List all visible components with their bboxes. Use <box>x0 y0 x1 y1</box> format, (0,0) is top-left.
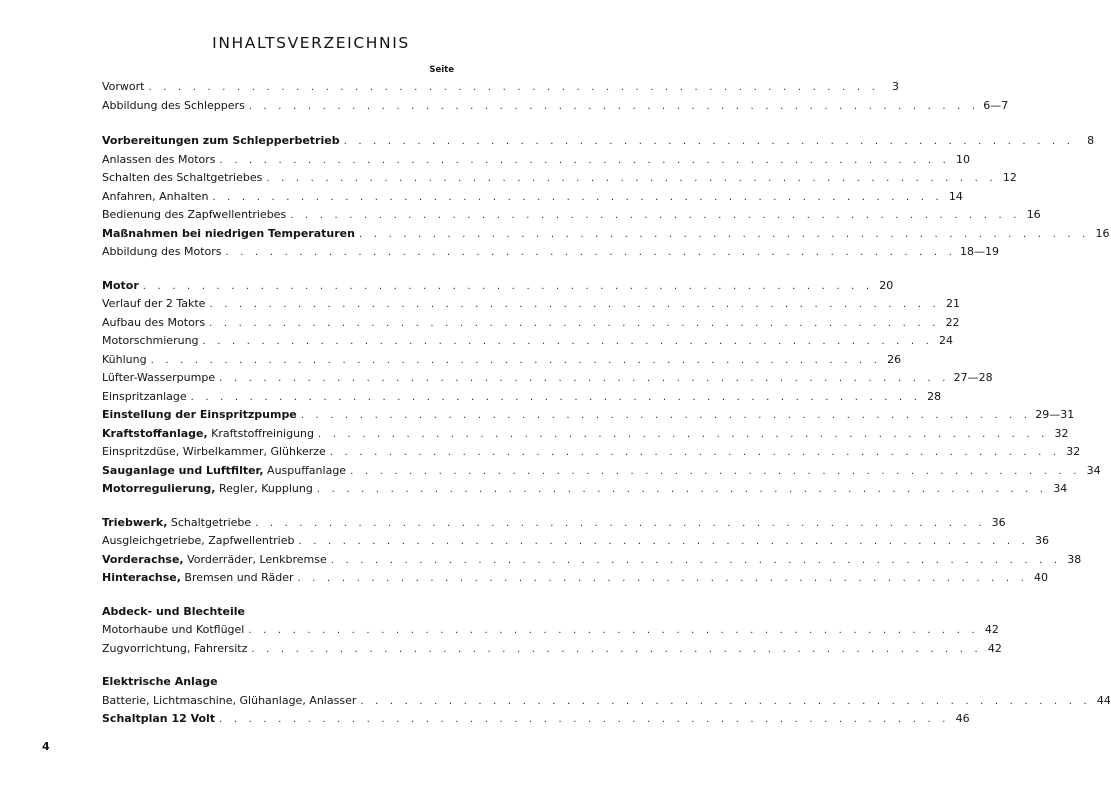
toc-entry <box>102 425 1069 444</box>
toc-entry-page: 26 <box>887 352 902 366</box>
toc-entry-bold-text: Triebwerk, <box>102 515 168 529</box>
toc-entry <box>102 332 954 351</box>
dot-leader: . . . . . . . . . . . . . . . . . . . . . . . . . . . . . . . . . . . . . . . . . . . . . . . . . . <box>190 391 922 403</box>
toc-entry-title <box>102 532 294 551</box>
toc-entry-title <box>102 78 145 97</box>
toc-entry-page: 20 <box>879 278 894 292</box>
toc-entry <box>102 225 1110 244</box>
dot-leader: . . . . . . . . . . . . . . . . . . . . . . . . . . . . . . . . . . . . . . . . . . . . . . . . . . <box>330 554 1062 566</box>
toc-entry-title <box>102 514 251 533</box>
toc-entry-title <box>102 97 245 116</box>
toc-entry <box>102 532 1049 551</box>
toc-entry <box>102 480 1068 499</box>
toc-entry-page: 42 <box>984 623 999 636</box>
toc-entry-page: 14 <box>948 189 963 203</box>
toc-entry <box>102 692 1111 711</box>
dot-leader: . . . . . . . . . . . . . . . . . . . . . . . . . . . . . . . . . . . . . . . . . . . . . . . . . . <box>209 317 940 329</box>
toc-entry-bold-text: Motorregulierung, <box>102 482 216 495</box>
toc-entry-title <box>102 480 313 499</box>
toc-entry-title <box>102 640 247 659</box>
toc-entry-page: 32 <box>1054 426 1069 440</box>
toc-entry-title <box>102 551 327 570</box>
dot-leader: . . . . . . . . . . . . . . . . . . . . . . . . . . . . . . . . . . . . . . . . . . . . . . . . . . <box>219 373 950 384</box>
toc-entry-title <box>102 710 215 729</box>
toc-entry-title <box>102 351 147 370</box>
toc-entry-bold-text: Kraftstoffanlage, <box>102 426 208 440</box>
toc-entry-page: 34 <box>1086 463 1101 477</box>
toc-entry-page: 42 <box>987 641 1002 655</box>
toc-entry-page: 32 <box>1066 445 1081 458</box>
toc-entry-bold-text: Hinterachse, <box>102 571 181 584</box>
toc-entry-title <box>102 621 244 640</box>
toc-entry <box>102 314 960 333</box>
toc-entry <box>102 188 963 207</box>
toc-entry-bold-text: Einstellung der Einspritzpumpe <box>102 408 297 421</box>
toc-entry <box>102 243 1000 262</box>
dot-leader: . . . . . . . . . . . . . . . . . . . . . . . . . . . . . . . . . . . . . . . . . . . . . . . . . . <box>300 410 1032 421</box>
toc-entry <box>102 206 1041 225</box>
toc-entry <box>102 443 1081 462</box>
toc-entry-page: 29—31 <box>1035 408 1075 421</box>
toc-entry-title <box>102 569 294 588</box>
toc-entry <box>102 551 1082 570</box>
toc-entry <box>102 710 970 729</box>
toc-entry-title <box>102 462 346 481</box>
toc-section <box>102 514 1082 588</box>
toc-entry-title <box>102 692 356 711</box>
toc-entry-title <box>102 277 139 296</box>
page-title: INHALTSVERZEICHNIS <box>212 34 410 52</box>
toc-entry <box>102 388 942 407</box>
table-of-contents <box>102 78 1111 744</box>
toc-entry-text: Bremsen und Räder <box>180 571 294 584</box>
dot-leader: . . . . . . . . . . . . . . . . . . . . . . . . . . . . . . . . . . . . . . . . . . . . . . . . . . <box>248 100 980 112</box>
dot-leader: . . . . . . . . . . . . . . . . . . . . . . . . . . . . . . . . . . . . . . . . . . . . . . . . . . <box>343 136 1075 147</box>
toc-entry <box>102 369 993 388</box>
dot-leader: . . . . . . . . . . . . . . . . . . . . . . . . . . . . . . . . . . . . . . . . . . . . . . . . . . <box>358 228 1090 240</box>
toc-entry <box>102 132 1095 151</box>
toc-entry <box>102 295 960 314</box>
toc-entry-page: 6—7 <box>983 98 1009 112</box>
toc-entry-page: 8 <box>1087 134 1095 147</box>
toc-entry-text: Kraftstoffreinigung <box>207 426 315 440</box>
toc-entry-page: 12 <box>1002 171 1017 184</box>
toc-entry <box>102 78 899 97</box>
toc-entry-bold-text: Maßnahmen bei niedrigen Temperaturen <box>102 226 355 240</box>
dot-leader: . . . . . . . . . . . . . . . . . . . . . . . . . . . . . . . . . . . . . . . . . . . . . . . . . . <box>290 210 1021 221</box>
dot-leader: . . . . . . . . . . . . . . . . . . . . . . . . . . . . . . . . . . . . . . . . . . . . . . . . . . <box>212 191 943 203</box>
toc-entry-title <box>102 169 262 188</box>
toc-entry <box>102 169 1017 188</box>
toc-entry-title <box>102 151 216 170</box>
toc-entry-page: 21 <box>945 297 960 310</box>
dot-leader: . . . . . . . . . . . . . . . . . . . . . . . . . . . . . . . . . . . . . . . . . . . . . . . . . . <box>329 447 1061 458</box>
toc-entry-bold-text: Vorderachse, <box>102 552 184 566</box>
toc-section <box>102 277 1101 499</box>
toc-entry-title <box>102 188 208 207</box>
toc-entry-title <box>102 406 297 425</box>
toc-entry-text: Ausgleichgetriebe, Zapfwellentrieb <box>102 534 295 547</box>
dot-leader: . . . . . . . . . . . . . . . . . . . . . . . . . . . . . . . . . . . . . . . . . . . . . . . . . . <box>318 428 1049 440</box>
toc-entry-text: Abbildung des Motors <box>102 245 222 258</box>
toc-entry-bold-text: Sauganlage und Luftfilter, <box>102 463 264 477</box>
toc-entry-title <box>102 425 314 444</box>
toc-entry-title <box>102 225 355 244</box>
toc-entry-page: 16 <box>1026 208 1041 221</box>
toc-entry-page: 36 <box>991 515 1006 529</box>
toc-entry-text: Zugvorrichtung, Fahrersitz <box>102 641 248 655</box>
toc-entry-text: Vorderräder, Lenkbremse <box>183 552 327 566</box>
dot-leader: . . . . . . . . . . . . . . . . . . . . . . . . . . . . . . . . . . . . . . . . . . . . . . . . . . <box>298 536 1029 547</box>
toc-entry-text: Anfahren, Anhalten <box>102 189 209 203</box>
toc-entry-text: Aufbau des Motors <box>102 315 206 329</box>
toc-entry-text: Vorwort <box>102 80 145 93</box>
toc-section <box>102 132 1110 262</box>
toc-entry <box>102 640 1002 659</box>
toc-section-heading: Abdeck- und Blechteile <box>102 604 246 618</box>
toc-entry-page: 24 <box>939 334 954 347</box>
dot-leader: . . . . . . . . . . . . . . . . . . . . . . . . . . . . . . . . . . . . . . . . . . . . . . . . . . <box>255 517 986 529</box>
toc-entry-page: 10 <box>956 152 970 166</box>
toc-entry-text: Einspritzanlage <box>102 389 187 403</box>
toc-entry-page: 16 <box>1095 226 1110 240</box>
toc-entry <box>102 514 1006 533</box>
toc-entry-title <box>102 314 205 333</box>
toc-entry-text: Abbildung des Schleppers <box>102 98 245 112</box>
toc-entry-text: Schalten des Schaltgetriebes <box>102 171 263 184</box>
toc-entry-title <box>102 243 222 262</box>
dot-leader: . . . . . . . . . . . . . . . . . . . . . . . . . . . . . . . . . . . . . . . . . . . . . . . . . . <box>225 247 957 258</box>
toc-entry <box>102 462 1101 481</box>
dot-leader: . . . . . . . . . . . . . . . . . . . . . . . . . . . . . . . . . . . . . . . . . . . . . . . . . . <box>150 354 882 366</box>
toc-entry-text: Motorschmierung <box>102 334 199 347</box>
toc-entry-text: Auspuffanlage <box>263 463 347 477</box>
dot-leader: . . . . . . . . . . . . . . . . . . . . . . . . . . . . . . . . . . . . . . . . . . . . . . . . . . <box>219 714 950 725</box>
dot-leader: . . . . . . . . . . . . . . . . . . . . . . . . . . . . . . . . . . . . . . . . . . . . . . . . . . <box>142 280 874 292</box>
page-column-header: Seite <box>429 65 454 75</box>
page-number: 4 <box>42 740 50 753</box>
toc-entry-text: Einspritzdüse, Wirbelkammer, Glühkerze <box>102 445 326 458</box>
toc-entry-text: Kühlung <box>102 352 147 366</box>
toc-entry-bold-text: Schaltplan 12 Volt <box>102 712 216 725</box>
toc-entry-page: 46 <box>955 712 970 725</box>
toc-entry-title <box>102 332 199 351</box>
toc-entry-page: 28 <box>927 389 942 403</box>
toc-entry-page: 40 <box>1034 571 1049 584</box>
toc-entry-text: Batterie, Lichtmaschine, Glühanlage, Anlasser <box>102 693 357 707</box>
dot-leader: . . . . . . . . . . . . . . . . . . . . . . . . . . . . . . . . . . . . . . . . . . . . . . . . . . <box>251 643 982 655</box>
toc-entry <box>102 621 999 640</box>
toc-entry <box>102 351 902 370</box>
toc-entry <box>102 151 970 170</box>
toc-section <box>102 673 1111 729</box>
toc-entry-page: 27—28 <box>953 371 993 384</box>
dot-leader: . . . . . . . . . . . . . . . . . . . . . . . . . . . . . . . . . . . . . . . . . . . . . . . . . . <box>248 625 979 636</box>
toc-entry-page: 44 <box>1096 693 1111 707</box>
dot-leader: . . . . . . . . . . . . . . . . . . . . . . . . . . . . . . . . . . . . . . . . . . . . . . . . . . <box>202 336 934 347</box>
toc-entry-page: 34 <box>1053 482 1068 495</box>
toc-entry-title <box>102 206 286 225</box>
toc-entry-text: Motorhaube und Kotflügel <box>102 623 245 636</box>
toc-entry-title <box>102 388 187 407</box>
toc-entry-title <box>102 295 205 314</box>
toc-entry-title <box>102 132 340 151</box>
dot-leader: . . . . . . . . . . . . . . . . . . . . . . . . . . . . . . . . . . . . . . . . . . . . . . . . . . <box>360 695 1091 707</box>
toc-section-heading: Elektrische Anlage <box>102 675 218 688</box>
toc-entry <box>102 97 1009 116</box>
toc-entry <box>102 406 1075 425</box>
toc-entry-text: Lüfter-Wasserpumpe <box>102 371 216 384</box>
toc-entry-text: Anlassen des Motors <box>102 152 216 166</box>
toc-entry <box>102 569 1049 588</box>
toc-entry-bold-text: Motor <box>102 278 139 292</box>
toc-entry-page: 3 <box>892 80 899 93</box>
dot-leader: . . . . . . . . . . . . . . . . . . . . . . . . . . . . . . . . . . . . . . . . . . . . . . . . . . <box>316 484 1048 495</box>
toc-entry-text: Schaltgetriebe <box>167 515 252 529</box>
toc-entry-page: 18—19 <box>960 245 1000 258</box>
dot-leader: . . . . . . . . . . . . . . . . . . . . . . . . . . . . . . . . . . . . . . . . . . . . . . . . . . <box>350 465 1081 477</box>
toc-entry-bold-text: Vorbereitungen zum Schlepperbetrieb <box>102 134 340 147</box>
toc-entry-title <box>102 369 215 388</box>
toc-entry-text: Regler, Kupplung <box>215 482 313 495</box>
toc-entry-text: Verlauf der 2 Takte <box>102 297 206 310</box>
dot-leader: . . . . . . . . . . . . . . . . . . . . . . . . . . . . . . . . . . . . . . . . . . . . . . . . . . <box>209 299 940 310</box>
toc-entry-text: Bedienung des Zapfwellentriebes <box>102 208 287 221</box>
dot-leader: . . . . . . . . . . . . . . . . . . . . . . . . . . . . . . . . . . . . . . . . . . . . . . . . . . <box>297 573 1029 584</box>
toc-entry-title <box>102 443 326 462</box>
dot-leader: . . . . . . . . . . . . . . . . . . . . . . . . . . . . . . . . . . . . . . . . . . . . . . . . . . <box>266 173 997 184</box>
dot-leader: . . . . . . . . . . . . . . . . . . . . . . . . . . . . . . . . . . . . . . . . . . . . . . . . . . <box>148 82 879 93</box>
toc-entry-page: 36 <box>1034 534 1049 547</box>
toc-entry-page: 22 <box>945 315 960 329</box>
toc-entry-page: 38 <box>1067 552 1082 566</box>
toc-section <box>102 603 1002 659</box>
toc-section <box>102 78 1009 115</box>
dot-leader: . . . . . . . . . . . . . . . . . . . . . . . . . . . . . . . . . . . . . . . . . . . . . . . . . . <box>219 154 950 166</box>
toc-entry <box>102 277 894 296</box>
